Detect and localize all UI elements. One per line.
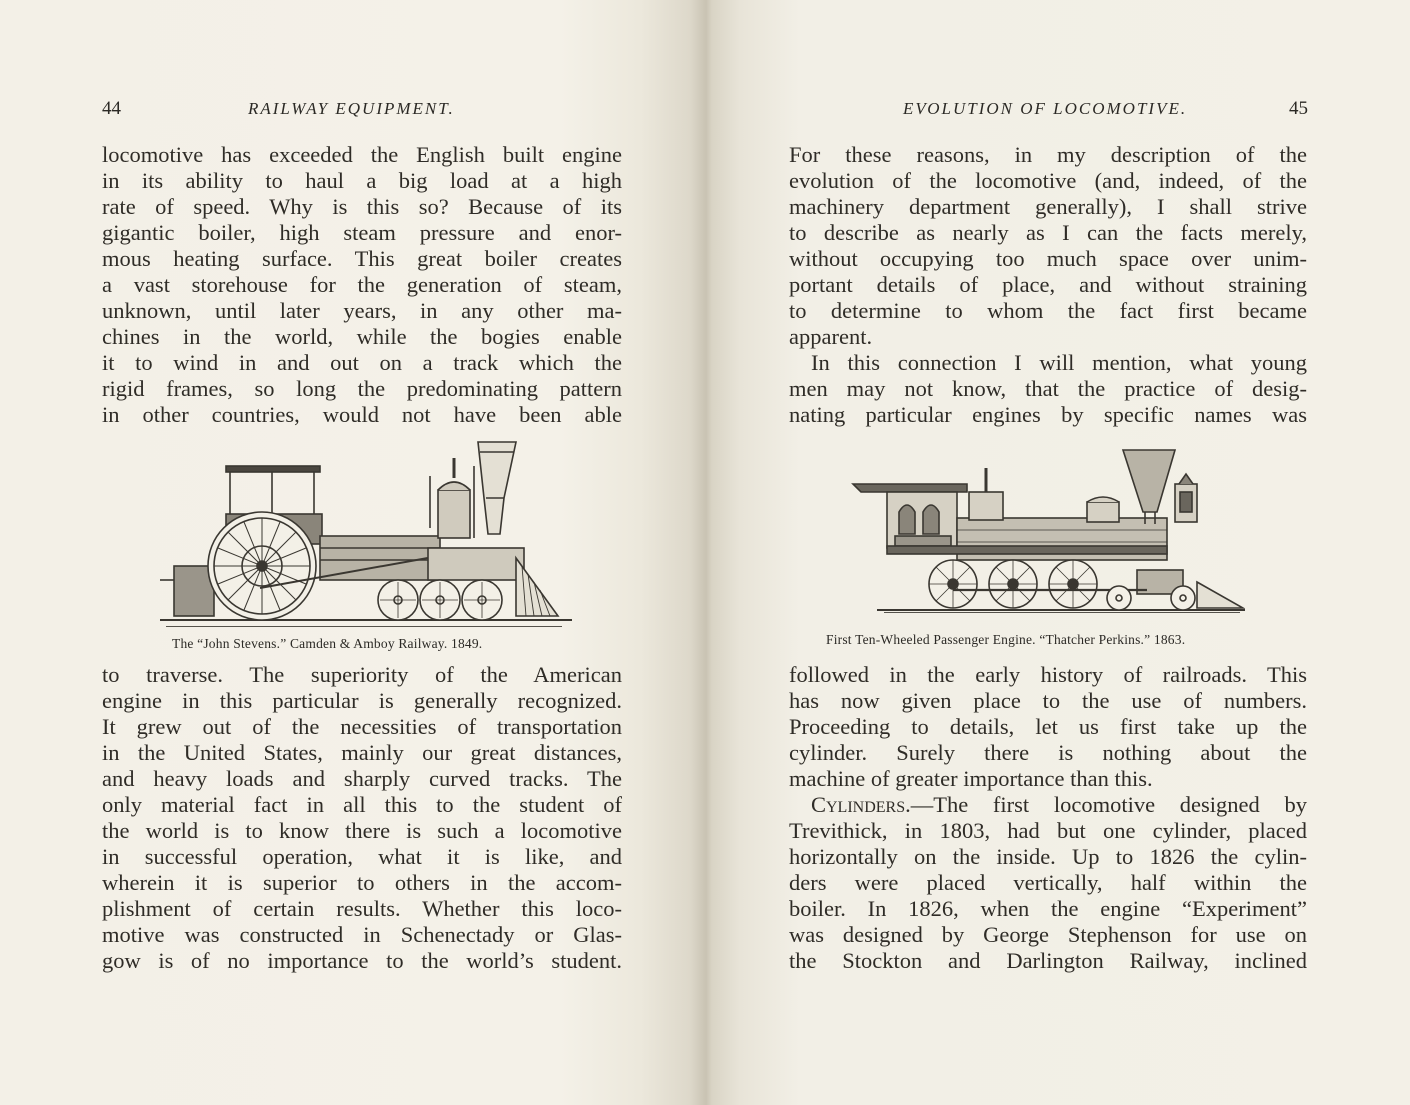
text-line: It grew out of the necessities of transportation	[102, 714, 622, 739]
text-line: mous heating surface. This great boiler creates	[102, 246, 622, 271]
text-line: rate of speed. Why is this so? Because of its	[102, 194, 622, 219]
running-head: RAILWAY EQUIPMENT.	[248, 99, 455, 118]
text-line: to describe as nearly as I can the facts merely,	[789, 220, 1307, 245]
section-line	[789, 792, 1307, 818]
locomotive-john-stevens-illustration	[160, 438, 572, 624]
text-line: motive was constructed in Schenectady or Glas-	[102, 922, 622, 947]
text-line: machine of greater importance than this.	[789, 766, 1153, 791]
locomotive-thatcher-perkins-illustration	[847, 442, 1245, 614]
text-line: men may not know, that the practice of desig-	[789, 376, 1307, 401]
text-line: rigid frames, so long the predominating pattern	[102, 376, 622, 401]
figure-caption: First Ten-Wheeled Passenger Engine. “Thatcher Perkins.” 1863.	[826, 632, 1186, 647]
locomotive-icon	[847, 442, 1245, 614]
text-line: For these reasons, in my description of the	[789, 142, 1307, 167]
text-line: locomotive has exceeded the English built engine	[102, 142, 622, 167]
text-line: it to wind in and out on a track which the	[102, 350, 622, 375]
text-line: and heavy loads and sharply curved tracks. The	[102, 766, 622, 791]
body-text-bottom	[789, 662, 1307, 974]
section-heading: Cylinders.	[811, 792, 911, 817]
text-line: Proceeding to details, let us first take up the	[789, 714, 1307, 739]
text-line: followed in the early history of railroads. This	[789, 662, 1307, 687]
text-line: apparent.	[789, 324, 873, 349]
text-line: cylinder. Surely there is nothing about the	[789, 740, 1307, 765]
text-line: engine in this particular is generally recognized.	[102, 688, 622, 713]
text-line: evolution of the locomotive (and, indeed, of the	[789, 168, 1307, 193]
text-line: has now given place to the use of numbers.	[789, 688, 1307, 713]
text-line: without occupying too much space over unim-	[789, 246, 1307, 271]
figure-caption: The “John Stevens.” Camden & Amboy Railway. 1849.	[172, 636, 483, 651]
text-line: was designed by George Stephenson for use on	[789, 922, 1307, 947]
text-line: wherein it is superior to others in the accom-	[102, 870, 622, 895]
text-line: in the United States, mainly our great distances,	[102, 740, 622, 765]
text-line: the Stockton and Darlington Railway, inclined	[789, 948, 1307, 973]
caption-rule	[884, 612, 1240, 613]
page-number: 45	[1289, 98, 1308, 119]
text-line: Trevithick, in 1803, had but one cylinder, placed	[789, 818, 1307, 843]
text-line: only material fact in all this to the student of	[102, 792, 622, 817]
text-run: —The first locomotive designed by	[910, 792, 1307, 817]
body-text-top	[789, 142, 1307, 428]
text-line: a vast storehouse for the generation of steam,	[102, 272, 622, 297]
caption-rule	[166, 626, 562, 627]
text-line: chines in the world, while the bogies enable	[102, 324, 622, 349]
text-line: gigantic boiler, high steam pressure and enor-	[102, 220, 622, 245]
text-line: to determine to whom the fact first became	[789, 298, 1307, 323]
text-line: portant details of place, and without straining	[789, 272, 1307, 297]
text-line: In this connection I will mention, what young	[811, 350, 1307, 375]
text-line: unknown, until later years, in any other ma-	[102, 298, 622, 323]
text-line: nating particular engines by specific names was	[789, 402, 1307, 427]
text-line: in other countries, would not have been able	[102, 402, 622, 427]
body-text-bottom	[102, 662, 622, 974]
running-head: EVOLUTION OF LOCOMOTIVE.	[903, 99, 1188, 118]
text-line: horizontally on the inside. Up to 1826 the cylin-	[789, 844, 1307, 869]
text-line: boiler. In 1826, when the engine “Experiment”	[789, 896, 1307, 921]
text-line: in successful operation, what it is like, and	[102, 844, 622, 869]
text-line: ders were placed vertically, half within the	[789, 870, 1307, 895]
text-line: in its ability to haul a big load at a high	[102, 168, 622, 193]
text-line: to traverse. The superiority of the American	[102, 662, 622, 687]
page-number: 44	[102, 98, 121, 119]
locomotive-icon	[160, 438, 572, 624]
body-text-top	[102, 142, 622, 428]
right-page	[707, 0, 1410, 1105]
text-line: gow is of no importance to the world’s student.	[102, 948, 622, 973]
text-line: plishment of certain results. Whether this loco-	[102, 896, 622, 921]
text-line: the world is to know there is such a locomotive	[102, 818, 622, 843]
text-line: machinery department generally), I shall strive	[789, 194, 1307, 219]
